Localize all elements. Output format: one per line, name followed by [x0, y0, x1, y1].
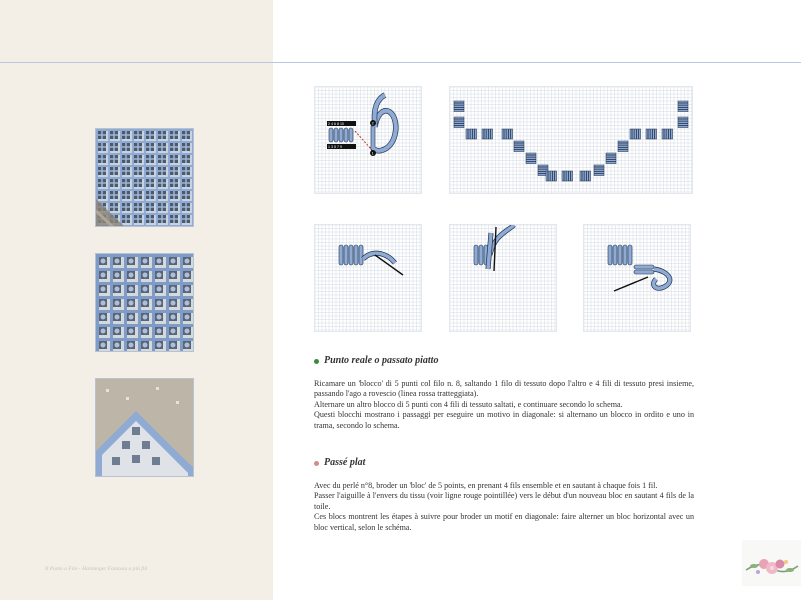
pattern-block-stitch — [637, 129, 639, 139]
stitch-block — [329, 128, 353, 142]
pattern-block-stitch — [655, 129, 657, 139]
pattern-block-stitch — [580, 171, 582, 181]
pattern-block-stitch — [564, 171, 566, 181]
pattern-block-stitch — [678, 105, 688, 107]
pattern-block-stitch — [566, 171, 568, 181]
pattern-block-stitch — [550, 171, 552, 181]
pattern-block-stitch — [491, 129, 493, 139]
pattern-block-stitch — [606, 160, 616, 162]
pattern-block-stitch — [666, 129, 668, 139]
pattern-block-stitch — [454, 124, 464, 126]
pattern-block-stitch — [678, 101, 688, 103]
pattern-block-stitch — [618, 143, 628, 145]
pattern-block-stitch — [454, 119, 464, 121]
pattern-block-stitch — [538, 165, 548, 167]
stitch-diagram-step-3 — [583, 224, 691, 332]
pattern-block-stitch — [454, 101, 464, 103]
pattern-block-stitch — [594, 165, 604, 167]
pattern-block-stitch — [454, 103, 464, 105]
pattern-block-stitch — [484, 129, 486, 139]
grid — [315, 225, 421, 331]
paragraph: Ces blocs montrent les étapes à suivre pour broder un motif en diagonale: faire alterner un bloc horizontal avec un bloc vertical, selon le schéma. — [314, 512, 694, 532]
pattern-block-stitch — [594, 167, 604, 169]
pattern-block-stitch — [594, 172, 604, 174]
paragraph: Avec du perlé n°8, broder un 'bloc' de 5 points, en prenant 4 fils ensemble et en sautant à chaque fois 1 fil. — [314, 480, 658, 490]
grid — [450, 225, 556, 331]
paragraph: Ricamare un 'blocco' di 5 punti col filo n. 8, saltando 1 filo di tessuto dopo l'altro e 4 fili di tessuto presi insieme, passando l'ago a rovescio (linea rossa tratteggiata). — [314, 378, 694, 399]
pattern-block-stitch — [486, 129, 488, 139]
pattern-block-stitch — [514, 141, 524, 143]
pattern-block-stitch — [648, 129, 650, 139]
grid — [584, 225, 690, 331]
pattern-block-stitch — [526, 160, 536, 162]
pattern-block-stitch — [678, 108, 688, 110]
stitch-diagram-numbered — [314, 86, 422, 194]
label-even-numbers: 2 4 6 8 10 — [328, 122, 344, 126]
pattern-block-stitch — [646, 129, 648, 139]
pattern-block-stitch — [506, 129, 508, 139]
pattern-block-stitch — [454, 110, 464, 112]
footer-credit: Il Punto a Filo - Hardanger Fantasia a più fili — [45, 566, 148, 572]
floral-decoration-icon — [742, 540, 801, 586]
header-rule — [0, 62, 801, 63]
pattern-block-stitch — [454, 121, 464, 123]
paragraph: Passer l'aiguille à l'envers du tissu (voir ligne rouge pointillée) vers le début d'un nouveau bloc en sautant 4 fils de la toile. — [314, 491, 694, 511]
pattern-block-stitch — [671, 129, 673, 139]
pattern-block-stitch — [504, 129, 506, 139]
pattern-block-stitch — [618, 148, 628, 150]
pattern-block-stitch — [466, 129, 468, 139]
embroidery-photo-2 — [95, 253, 194, 352]
pattern-block-stitch — [639, 129, 641, 139]
pattern-block-stitch — [526, 153, 536, 155]
pattern-block-stitch — [454, 126, 464, 128]
pattern-block-stitch — [606, 153, 616, 155]
pattern-block-stitch — [509, 129, 511, 139]
stitch-diagram-step-1 — [314, 224, 422, 332]
pattern-block-stitch — [470, 129, 472, 139]
pattern-block-stitch — [526, 155, 536, 157]
pattern-block-stitch — [630, 129, 632, 139]
pattern-block-stitch — [555, 171, 557, 181]
pattern-block-stitch — [454, 108, 464, 110]
paragraph: Questi blocchi mostrano i passaggi per eseguire un motivo in diagonale: si alternano un blocco in ordito e uno in trama, secondo lo schema. — [314, 410, 694, 430]
pattern-block-stitch — [514, 148, 524, 150]
pattern-block-stitch — [454, 117, 464, 119]
pattern-block-stitch — [678, 117, 688, 119]
pattern-block-stitch — [584, 171, 586, 181]
pattern-block-stitch — [468, 129, 470, 139]
pattern-block-stitch — [606, 157, 616, 159]
pink-bullet-icon — [314, 461, 319, 466]
pattern-block-stitch — [489, 129, 491, 139]
paragraph: Alternare un altro blocco di 5 punti con 4 fili di tessuto saltati, e continuare secondo lo schema. — [314, 399, 623, 409]
pattern-block-stitch — [571, 171, 573, 181]
embroidery-photo-3 — [95, 378, 194, 477]
marker-2: 2 — [371, 120, 374, 126]
pattern-block-stitch — [664, 129, 666, 139]
pattern-block-stitch — [594, 169, 604, 171]
pattern-block-stitch — [678, 110, 688, 112]
pattern-block-stitch — [618, 141, 628, 143]
pattern-block-stitch — [606, 155, 616, 157]
pattern-block-stitch — [526, 162, 536, 164]
section-title: Passé plat — [324, 457, 366, 468]
pattern-block-stitch — [482, 129, 484, 139]
pattern-block-stitch — [514, 145, 524, 147]
section-italian — [314, 356, 694, 432]
pattern-block-stitch — [653, 129, 655, 139]
pattern-block-stitch — [514, 150, 524, 152]
pattern-block-stitch — [548, 171, 550, 181]
diagonal-pattern-chart — [449, 86, 693, 194]
stitch-diagram-step-2 — [449, 224, 557, 332]
pattern-block-stitch — [632, 129, 634, 139]
pattern-block-stitch — [454, 105, 464, 107]
pattern-block-stitch — [650, 129, 652, 139]
pattern-block-stitch — [553, 171, 555, 181]
green-bullet-icon — [314, 359, 319, 364]
label-odd-numbers: 1 3 5 7 9 — [328, 145, 342, 149]
pattern-block-stitch — [678, 124, 688, 126]
pattern-block-stitch — [678, 121, 688, 123]
pattern-block-stitch — [546, 171, 548, 181]
pattern-block-stitch — [526, 157, 536, 159]
pattern-block-stitch — [569, 171, 571, 181]
pattern-block-stitch — [606, 162, 616, 164]
pattern-block-stitch — [475, 129, 477, 139]
pattern-block-stitch — [589, 171, 591, 181]
embroidery-photo-1 — [95, 128, 194, 227]
pattern-block-stitch — [634, 129, 636, 139]
pattern-block-stitch — [662, 129, 664, 139]
pattern-block-stitch — [473, 129, 475, 139]
pattern-block-stitch — [618, 150, 628, 152]
pattern-block-stitch — [678, 126, 688, 128]
pattern-block-stitch — [594, 174, 604, 176]
pattern-block-stitch — [582, 171, 584, 181]
section-title: Punto reale o passato piatto — [324, 355, 439, 366]
section-french — [314, 458, 694, 534]
pattern-block-stitch — [618, 145, 628, 147]
pattern-block-stitch — [587, 171, 589, 181]
pattern-block-stitch — [511, 129, 513, 139]
pattern-block-stitch — [678, 103, 688, 105]
pattern-block-stitch — [669, 129, 671, 139]
pattern-block-stitch — [678, 119, 688, 121]
pattern-block-stitch — [562, 171, 564, 181]
pattern-block-stitch — [514, 143, 524, 145]
marker-1: 1 — [371, 150, 374, 156]
pattern-block-stitch — [538, 167, 548, 169]
pattern-block-stitch — [502, 129, 504, 139]
